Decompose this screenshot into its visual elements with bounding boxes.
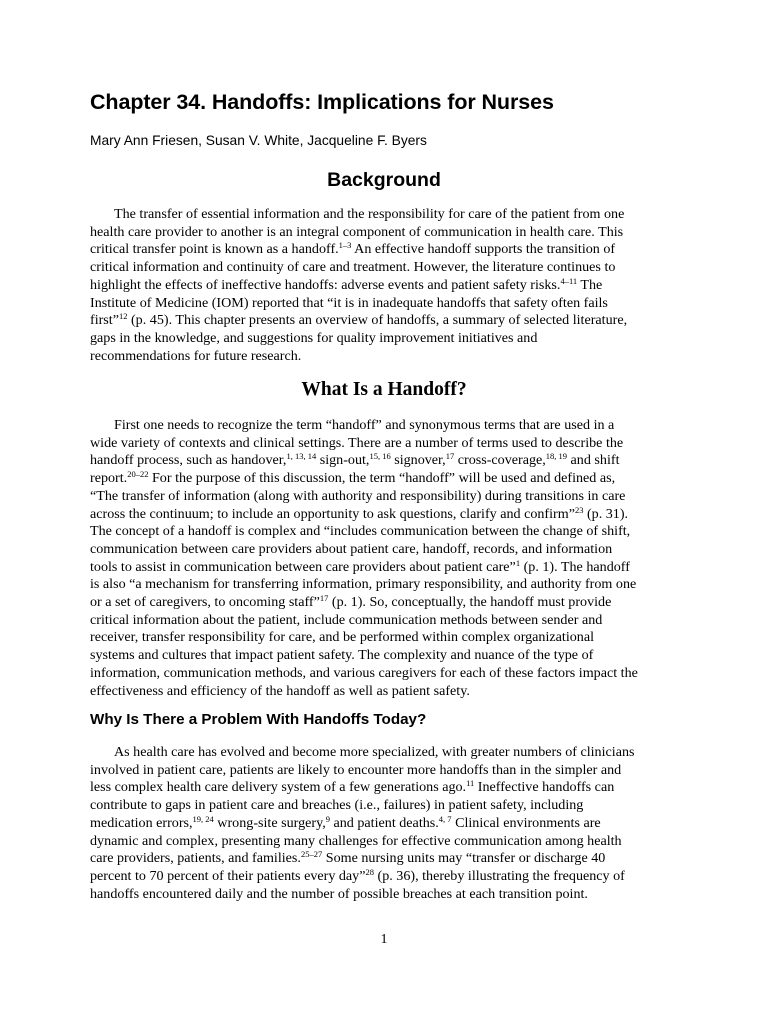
text-line: tools to assist in communication between care providers about patient care”$^1$ (p. 1). The handoff: [90, 557, 630, 575]
text-line: highlight the effects of ineffective handoffs: adverse events and patient safety risks.$^{4-11}$ The: [90, 275, 603, 293]
citation-superscript: 28: [365, 866, 374, 877]
text-line: communication between care providers about patient care, handoff, records, and information: [90, 540, 613, 557]
citation-superscript: 17: [445, 451, 455, 462]
authors: Mary Ann Friesen, Susan V. White, Jacqueline F. Byers: [90, 133, 427, 148]
text-line: contribute to gaps in patient care and breaches (i.e., failures) in patient safety, including: [90, 797, 584, 814]
citation-superscript: 15, 16: [369, 451, 391, 462]
text-line: less complex health care delivery system of a few generations ago.$^{11}$ Ineffective handoffs can: [90, 778, 615, 796]
text-line: first”$^{12}$ (p. 45). This chapter presents an overview of handoffs, a summary of selected literature,: [90, 311, 628, 329]
text-line: percent to 70 percent of their patients every day”$^{28}$ (p. 36), thereby illustrating the frequency of: [90, 866, 625, 884]
section-heading-what-is-handoff: What Is a Handoff?: [301, 379, 467, 400]
text-line: care providers, patients, and families.$^{25-27}$ Some nursing units may “transfer or discharge 40: [90, 849, 606, 867]
text-line: effectiveness and efficiency of the handoff as well as patient safety.: [90, 682, 470, 699]
citation-superscript: 25–27: [300, 849, 323, 860]
text-line: “The transfer of information (along with authority and responsibility) during transitions in care: [90, 487, 626, 504]
text-line: receiver, transfer responsibility for care, and be performed within complex organizational: [90, 629, 595, 646]
text-line: handoff process, such as handover,$^{1, 13, 14}$ sign-out,$^{15, 16}$ signover,$^{17}$ cross-coverage,$^{18, 19}$ and shift: [90, 451, 620, 469]
text-line: critical information and continuity of care and treatment. However, the literature continues to: [90, 259, 616, 276]
section-heading-background: Background: [327, 169, 441, 191]
text-line: First one needs to recognize the term “handoff” and synonymous terms that are used in a: [114, 417, 615, 433]
text-line: The transfer of essential information and the responsibility for care of the patient from one: [114, 206, 625, 222]
text-line: report.$^{20-22}$ For the purpose of this discussion, the term “handoff” will be used and defined as,: [90, 469, 616, 487]
text-line: Institute of Medicine (IOM) reported that “it is in inadequate handoffs that safety often fails: [90, 294, 608, 311]
text-line: dynamic and complex, presenting many challenges for effective communication among health: [90, 832, 622, 849]
text-line: critical information about the patient, include communication methods between sender and: [90, 611, 603, 628]
text-line: or a set of caregivers, to oncoming staff”$^{17}$ (p. 1). So, conceptually, the handoff must provide: [90, 593, 612, 611]
text-line: across the continuum; to include an opportunity to ask questions, clarify and confirm”$^{23}$ (p. 31).: [90, 504, 629, 522]
text-line: recommendations for future research.: [90, 347, 302, 364]
text-line: gaps in the knowledge, and suggestions for quality improvement initiatives and: [90, 329, 538, 346]
text-line: As health care has evolved and become more specialized, with greater numbers of clinicians: [114, 744, 635, 760]
citation-superscript: 19, 24: [192, 813, 214, 824]
paragraph-why-problem: [90, 744, 690, 903]
text-line: The concept of a handoff is complex and “includes communication between the change of shift,: [90, 523, 631, 540]
page-number: 1: [380, 932, 388, 947]
text-line: information, communication methods, and various caregivers for each of these factors impact the: [90, 664, 638, 681]
text-line: handoffs encountered daily and the number of possible breaches at each transition point.: [90, 885, 588, 902]
citation-superscript: 4, 7: [438, 813, 452, 824]
text-line: health care provider to another is an integral component of communication in health care. This: [90, 223, 624, 240]
citation-superscript: 18, 19: [545, 451, 568, 462]
citation-superscript: 1: [515, 557, 521, 568]
citation-superscript: 23: [574, 504, 584, 515]
text-line: wide variety of contexts and clinical settings. There are a number of terms used to describe the: [90, 434, 624, 451]
citation-superscript: 11: [466, 778, 475, 789]
text-line: is also “a mechanism for transferring information, primary responsibility, and authority from one: [90, 576, 637, 593]
text-line: critical transfer point is known as a handoff.$^{1-3}$ An effective handoff supports the transition of: [90, 240, 616, 258]
text-line: systems and cultures that impact patient safety. The complexity and nuance of the type of: [90, 647, 594, 664]
citation-superscript: 17: [319, 593, 329, 604]
citation-superscript: 1, 13, 14: [286, 451, 317, 462]
section-heading-why-problem: Why Is There a Problem With Handoffs Today?: [90, 711, 427, 728]
citation-superscript: 4–11: [560, 275, 578, 286]
citation-superscript: 1–3: [338, 240, 352, 251]
citation-superscript: 9: [325, 813, 330, 824]
chapter-title: Chapter 34. Handoffs: Implications for Nurses: [90, 90, 554, 114]
paragraph-background: [90, 206, 690, 365]
citation-superscript: 12: [118, 311, 128, 322]
paragraph-what-is-handoff: [90, 417, 690, 700]
citation-superscript: 20–22: [127, 469, 149, 480]
text-line: medication errors,$^{19, 24}$ wrong-site surgery,$^9$ and patient deaths.$^{4, 7}$ Clinical environments are: [90, 813, 601, 831]
text-line: involved in patient care, patients are likely to encounter more handoffs than in the simpler and: [90, 761, 622, 778]
